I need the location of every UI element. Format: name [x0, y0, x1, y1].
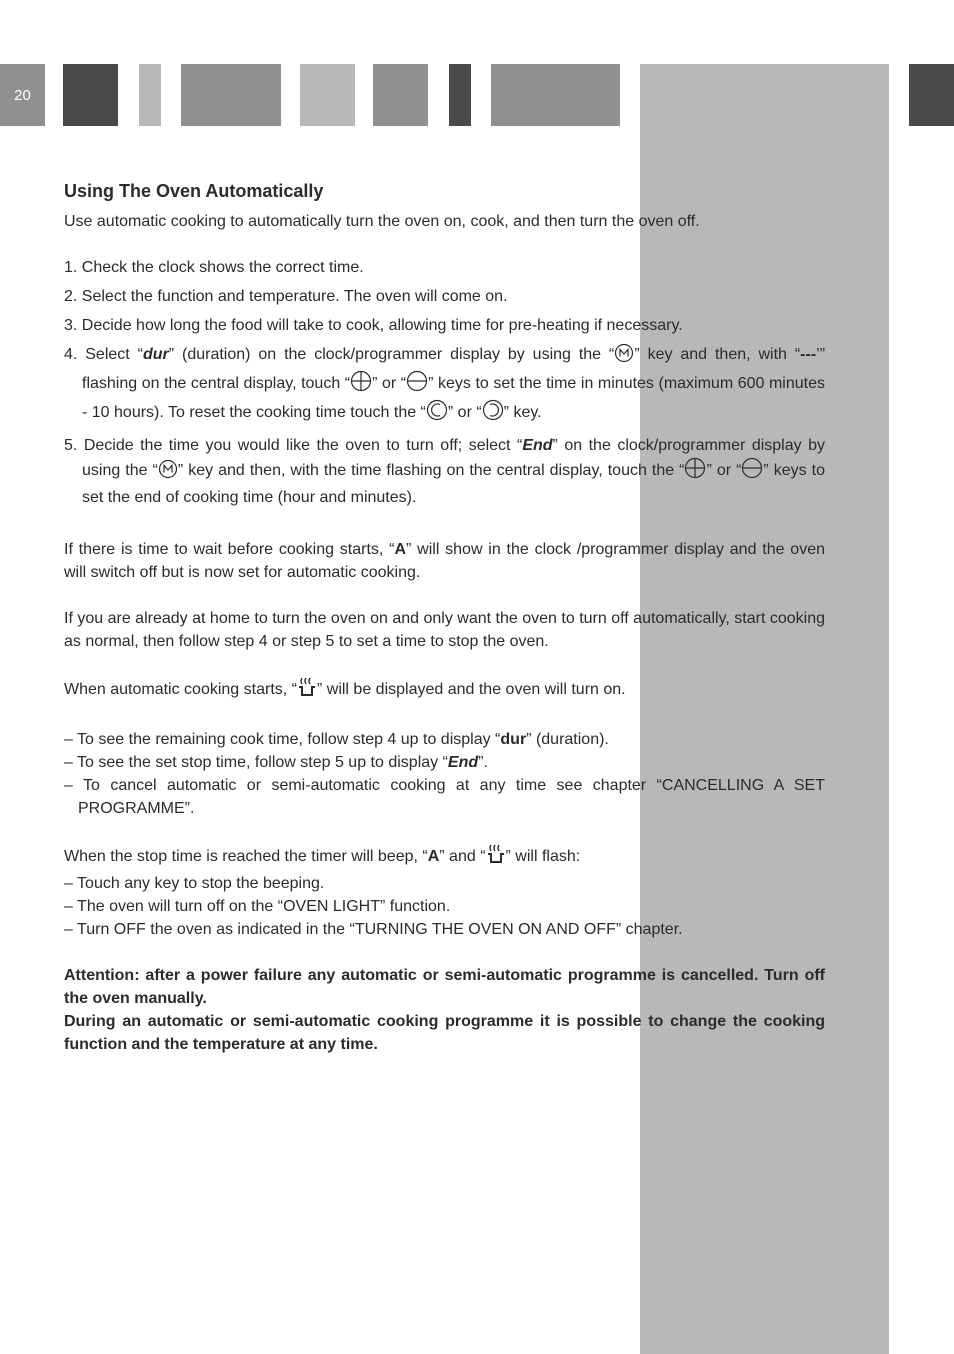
stop-actions-list — [64, 872, 825, 941]
header-block-dark — [63, 64, 118, 126]
list-item: – Turn OFF the oven as indicated in the “TURNING THE OVEN ON AND OFF” chapter. — [64, 921, 683, 938]
reset-ccw-icon — [482, 399, 504, 428]
auto-cooking-pot-icon — [297, 676, 317, 705]
minus-key-icon — [406, 370, 428, 399]
home-paragraph: If you are already at home to turn the oven on and only want the oven to turn off automatically, start cooking as normal, then follow step 4 or step 5 to set a time to stop the oven. — [64, 610, 825, 650]
reset-cw-icon — [426, 399, 448, 428]
minus-key-icon — [741, 457, 763, 486]
steps-list — [64, 256, 825, 509]
intro-text: Use automatic cooking to automatically turn the oven on, cook, and then turn the oven off. — [64, 213, 700, 230]
section-title: Using The Oven Automatically — [64, 181, 324, 201]
step-2: 2. Select the function and temperature. The oven will come on. — [64, 288, 508, 305]
remaining-time-list — [64, 728, 825, 820]
header-block-mid — [373, 64, 428, 126]
step-5: 5. Decide the time you would like the oven to turn off; select “End” on the clock/programmer display by using the “ ” key and then, with the time flashing on the central display, touch the “ ” or “ ” keys to set the end of cooking time (hour and minutes). — [64, 437, 826, 506]
main-content — [64, 178, 825, 1056]
list-item: – Touch any key to stop the beeping. — [64, 875, 325, 892]
header-block-light — [139, 64, 161, 126]
step-3: 3. Decide how long the food will take to cook, allowing time for pre-heating if necessary. — [64, 317, 683, 334]
header-block-mid — [181, 64, 281, 126]
step-4: 4. Select “dur” (duration) on the clock/programmer display by using the “ ” key and then, with “---’” flashing on the central display, touch “ ” or “ ” keys to set the time in minutes (maximum 600 minutes - 10 hours). To reset the cooking time touch the “ ” or “ ” key. — [64, 343, 825, 428]
m-key-icon — [158, 459, 178, 486]
wait-paragraph: If there is time to wait before cooking starts, “A” will show in the clock /programmer display and the oven will switch off but is now set for automatic cooking. — [64, 541, 826, 581]
attention-power-failure: Attention: after a power failure any automatic or semi-automatic programme is cancelled. Turn off the oven manually. — [64, 967, 825, 1007]
list-item: – To cancel automatic or semi-automatic cooking at any time see chapter “CANCELLING A SET PROGRAMME”. — [64, 777, 825, 817]
header-block-dark — [909, 64, 954, 126]
list-item: – To see the set stop time, follow step 5 up to display “End”. — [64, 754, 488, 771]
header-block-mid — [491, 64, 620, 126]
list-item: – The oven will turn off on the “OVEN LIGHT” function. — [64, 898, 451, 915]
header-block-dark — [449, 64, 471, 126]
step-1: 1. Check the clock shows the correct time. — [64, 259, 364, 276]
list-item: – To see the remaining cook time, follow step 4 up to display “dur” (duration). — [64, 731, 609, 748]
attention-change-function: During an automatic or semi-automatic cooking programme it is possible to change the cooking function and the temperature at any time. — [64, 1013, 825, 1053]
stop-paragraph: When the stop time is reached the timer will beep, “A” and “ ” will flash: — [64, 843, 825, 872]
page-number: 20 — [0, 64, 45, 126]
m-key-icon — [614, 343, 634, 370]
starts-paragraph: When automatic cooking starts, “ ” will be displayed and the oven will turn on. — [64, 676, 825, 705]
auto-cooking-pot-icon — [486, 843, 506, 872]
plus-key-icon — [350, 370, 372, 399]
header-block-light — [300, 64, 355, 126]
plus-key-icon — [684, 457, 706, 486]
